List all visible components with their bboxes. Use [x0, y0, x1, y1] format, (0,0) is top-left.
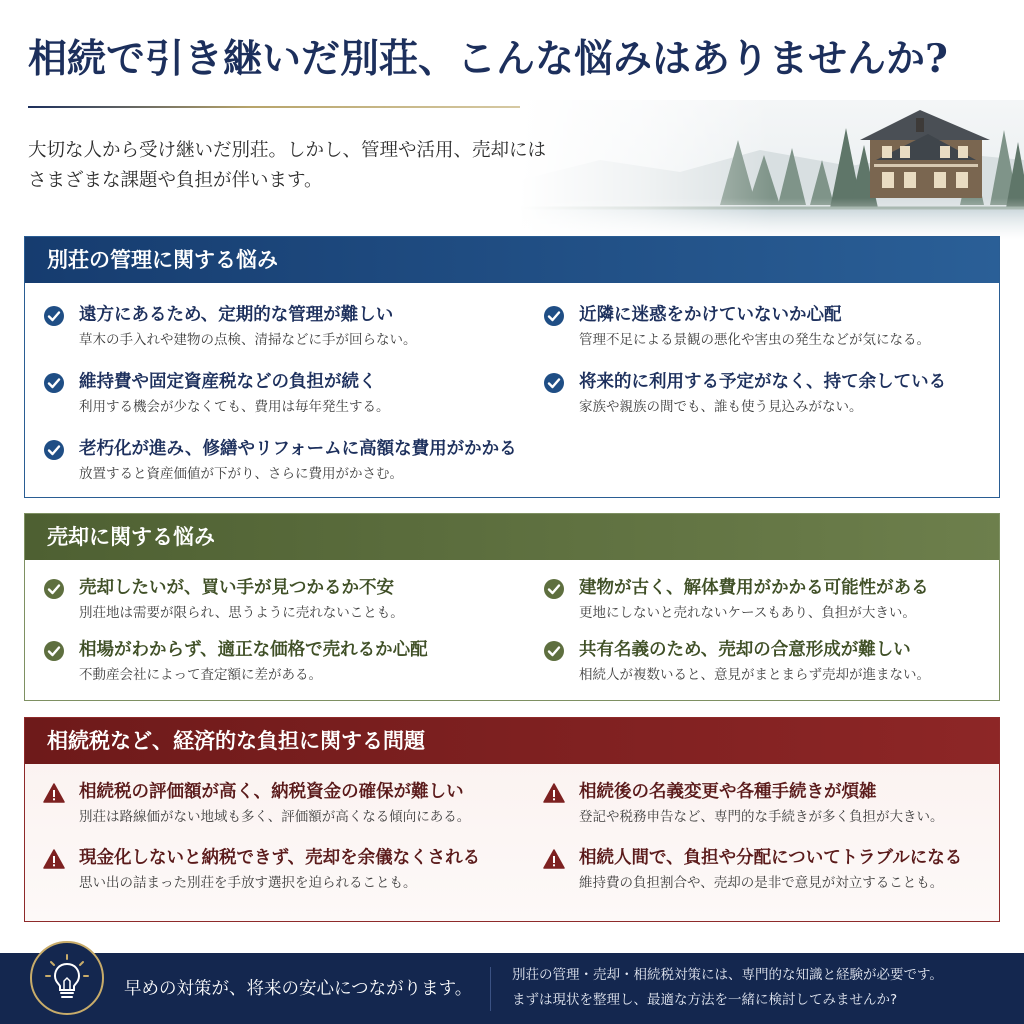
worry-title: 共有名義のため、売却の合意形成が難しい [579, 640, 911, 660]
problem-title: 相続後の名義変更や各種手続きが煩雑 [579, 782, 877, 802]
footer-message: 早めの対策が、将来の安心につながります。 [124, 979, 473, 999]
section-heading: 別荘の管理に関する悩み [25, 237, 999, 283]
footer-note-line: まずは現状を整理し、最適な方法を一緒に検討してみませんか? [512, 992, 898, 1008]
problem-item [543, 778, 993, 844]
worry-description: 家族や親族の間でも、誰も使う見込みがない。 [579, 399, 863, 415]
worry-title: 遠方にあるため、定期的な管理が難しい [79, 305, 394, 325]
problem-description: 思い出の詰まった別荘を手放す選択を迫られることも。 [79, 875, 417, 891]
worry-item [543, 636, 993, 698]
check-circle-icon [543, 640, 565, 662]
footer-note [512, 963, 943, 1013]
worry-description: 相続人が複数いると、意見がまとまらず売却が進まない。 [579, 667, 930, 683]
problem-title: 相続人間で、負担や分配についてトラブルになる [579, 848, 963, 868]
worry-item [543, 574, 993, 636]
worry-description: 別荘地は需要が限られ、思うように売れないことも。 [79, 605, 404, 621]
check-circle-icon [43, 372, 65, 394]
problem-title: 現金化しないと納税できず、売却を余儀なくされる [79, 848, 481, 868]
worry-title: 相場がわからず、適正な価格で売れるか心配 [79, 640, 428, 660]
warning-triangle-icon [43, 848, 65, 870]
lightbulb-icon [30, 941, 104, 1015]
check-circle-icon [43, 578, 65, 600]
worry-description: 利用する機会が少なくても、費用は毎年発生する。 [79, 399, 390, 415]
section-heading: 相続税など、経済的な負担に関する問題 [25, 718, 999, 764]
problem-item [543, 844, 993, 910]
warning-triangle-icon [43, 782, 65, 804]
worry-item [43, 301, 523, 368]
intro-line: さまざまな課題や負担が伴います。 [28, 170, 323, 191]
worry-item [43, 636, 523, 698]
check-circle-icon [543, 578, 565, 600]
warning-triangle-icon [543, 848, 565, 870]
worry-item [543, 301, 993, 368]
problem-description: 維持費の負担割合や、売却の是非で意見が対立することも。 [579, 875, 944, 891]
worry-item [43, 574, 523, 636]
intro-text [28, 136, 546, 196]
check-circle-icon [43, 439, 65, 461]
worry-item [543, 368, 993, 435]
footer-divider [490, 967, 491, 1011]
check-circle-icon [43, 305, 65, 327]
check-circle-icon [543, 372, 565, 394]
worry-item [43, 435, 523, 502]
worry-description: 放置すると資産価値が下がり、さらに費用がかさむ。 [79, 466, 403, 482]
worry-description: 草木の手入れや建物の点検、清掃などに手が回らない。 [79, 332, 417, 348]
worry-title: 建物が古く、解体費用がかかる可能性がある [579, 578, 929, 598]
worry-title: 将来的に利用する予定がなく、持て余している [579, 372, 947, 392]
worry-item [43, 368, 523, 435]
management-worries-section [24, 236, 1000, 498]
problem-description: 登記や税務申告など、専門的な手続きが多く負担が大きい。 [579, 809, 944, 825]
problem-item [43, 844, 523, 910]
worry-description: 管理不足による景観の悪化や害虫の発生などが気になる。 [579, 332, 930, 348]
sale-worries-section [24, 513, 1000, 701]
tax-burden-section [24, 717, 1000, 922]
problem-description: 別荘は路線価がない地域も多く、評価額が高くなる傾向にある。 [79, 809, 471, 825]
check-circle-icon [543, 305, 565, 327]
problem-item [43, 778, 523, 844]
check-circle-icon [43, 640, 65, 662]
warning-triangle-icon [543, 782, 565, 804]
worry-description: 不動産会社によって査定額に差がある。 [79, 667, 322, 683]
page-title: 相続で引き継いだ別荘、こんな悩みはありませんか? [28, 36, 948, 82]
worry-description: 更地にしないと売れないケースもあり、負担が大きい。 [579, 605, 916, 621]
footer-note-line: 別荘の管理・売却・相続税対策には、専門的な知識と経験が必要です。 [512, 967, 943, 983]
footer-banner [0, 953, 1024, 1024]
worry-title: 売却したいが、買い手が見つかるか不安 [79, 578, 394, 598]
worry-title: 維持費や固定資産税などの負担が続く [79, 372, 377, 392]
worry-title: 老朽化が進み、修繕やリフォームに高額な費用がかかる [79, 439, 517, 459]
villa-lake-illustration [520, 100, 1024, 240]
section-heading: 売却に関する悩み [25, 514, 999, 560]
intro-line: 大切な人から受け継いだ別荘。しかし、管理や活用、売却には [28, 140, 547, 161]
problem-title: 相続税の評価額が高く、納税資金の確保が難しい [79, 782, 464, 802]
worry-title: 近隣に迷惑をかけていないか心配 [579, 305, 842, 325]
